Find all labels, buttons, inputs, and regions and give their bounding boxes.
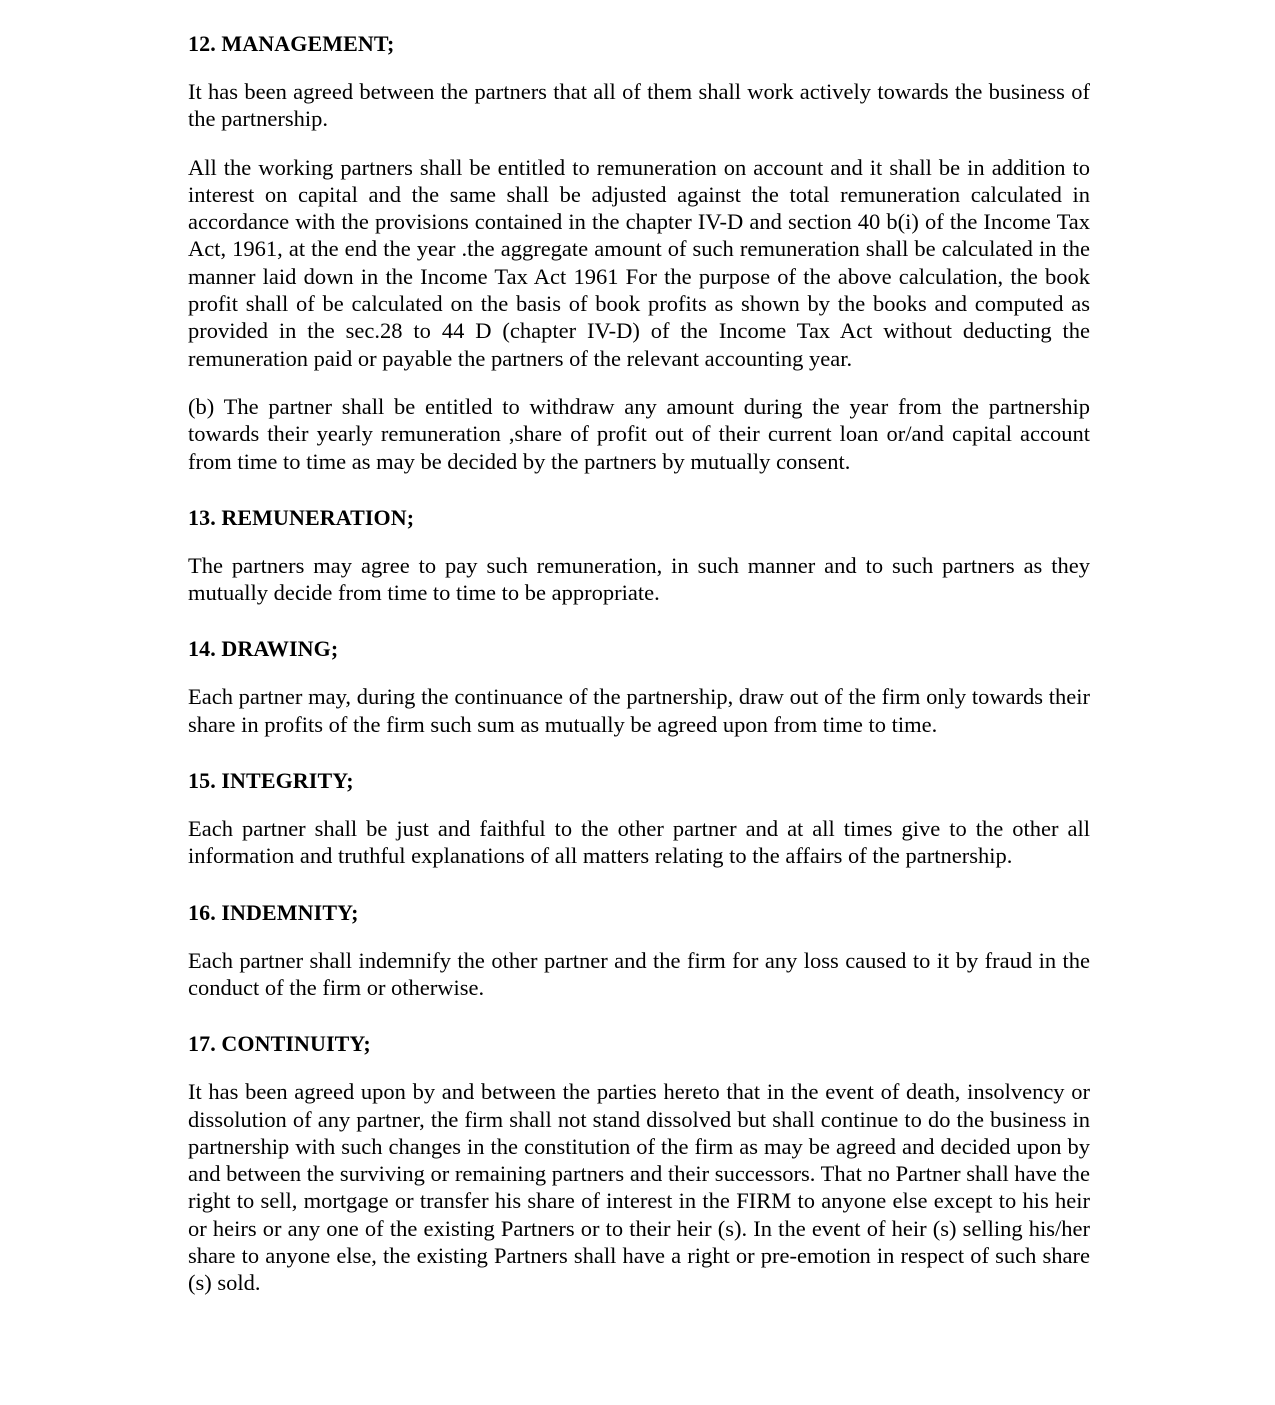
paragraph-continuity-1: It has been agreed upon by and between the parties hereto that in the event of death, insolvency or dissolution of any partner, the firm shall not stand dissolved but shall continue to do the business in partnership with such changes in the constitution of the firm as may be agreed and decided upon by and between the surviving or remaining partners and their successors. That no Partner shall have the right to sell, mortgage or transfer his share of interest in the FIRM to anyone else except to his heir or heirs or any one of the existing Partners or to their heir (s). In the event of heir (s) selling his/her share to anyone else, the existing Partners shall have a right or pre-emotion in respect of such share (s) sold. (188, 1079, 1090, 1296)
paragraph-indemnity-1: Each partner shall indemnify the other partner and the firm for any loss caused to it by fraud in the conduct of the firm or otherwise. (188, 947, 1090, 1000)
spacer (188, 606, 1090, 635)
document-body (188, 30, 1090, 1297)
section-heading-remuneration: 13. REMUNERATION; (188, 504, 415, 530)
section-heading-indemnity: 16. INDEMNITY; (188, 899, 359, 925)
paragraph-integrity-1: Each partner shall be just and faithful to the other partner and at all times give to the other all information and truthful explanations of all matters relating to the affairs of the partnership. (188, 816, 1090, 869)
paragraph-drawing-1: Each partner may, during the continuance of the partnership, draw out of the firm only towards their share in profits of the firm such sum as mutually be agreed upon from time to time. (188, 684, 1090, 737)
spacer (188, 475, 1090, 504)
spacer (188, 372, 1090, 393)
spacer (188, 794, 1090, 815)
paragraph-management-1: It has been agreed between the partners that all of them shall work actively towards the business of the partnership. (188, 79, 1090, 132)
spacer (188, 531, 1090, 552)
paragraph-management-2: All the working partners shall be entitled to remuneration on account and it shall be in addition to interest on capital and the same shall be adjusted against the total remuneration calculated in accordance with the provisions contained in the chapter IV-D and section 40 b(i) of the Income Tax Act, 1961, at the end the year .the aggregate amount of such remuneration shall be calculated in the manner laid down in the Income Tax Act 1961 For the purpose of the above calculation, the book profit shall of be calculated on the basis of book profits as shown by the books and computed as provided in the sec.28 to 44 D (chapter IV-D) of the Income Tax Act without deducting the remuneration paid or payable the partners of the relevant accounting year. (188, 154, 1090, 371)
spacer (188, 738, 1090, 767)
spacer (188, 133, 1090, 154)
section-heading-continuity: 17. CONTINUITY; (188, 1031, 371, 1057)
spacer (188, 1001, 1090, 1030)
spacer (188, 870, 1090, 899)
spacer (188, 1057, 1090, 1078)
paragraph-management-3: (b) The partner shall be entitled to withdraw any amount during the year from the partnership towards their yearly remuneration ,share of profit out of their current loan or/and capital account from time to time as may be decided by the partners by mutually consent. (188, 393, 1090, 474)
spacer (188, 57, 1090, 78)
spacer (188, 926, 1090, 947)
section-heading-management: 12. MANAGEMENT; (188, 31, 395, 56)
spacer (188, 662, 1090, 683)
paragraph-remuneration-1: The partners may agree to pay such remuneration, in such manner and to such partners as they mutually decide from time to time to be appropriate. (188, 552, 1090, 606)
section-heading-integrity: 15. INTEGRITY; (188, 768, 354, 794)
section-heading-drawing: 14. DRAWING; (188, 636, 339, 662)
